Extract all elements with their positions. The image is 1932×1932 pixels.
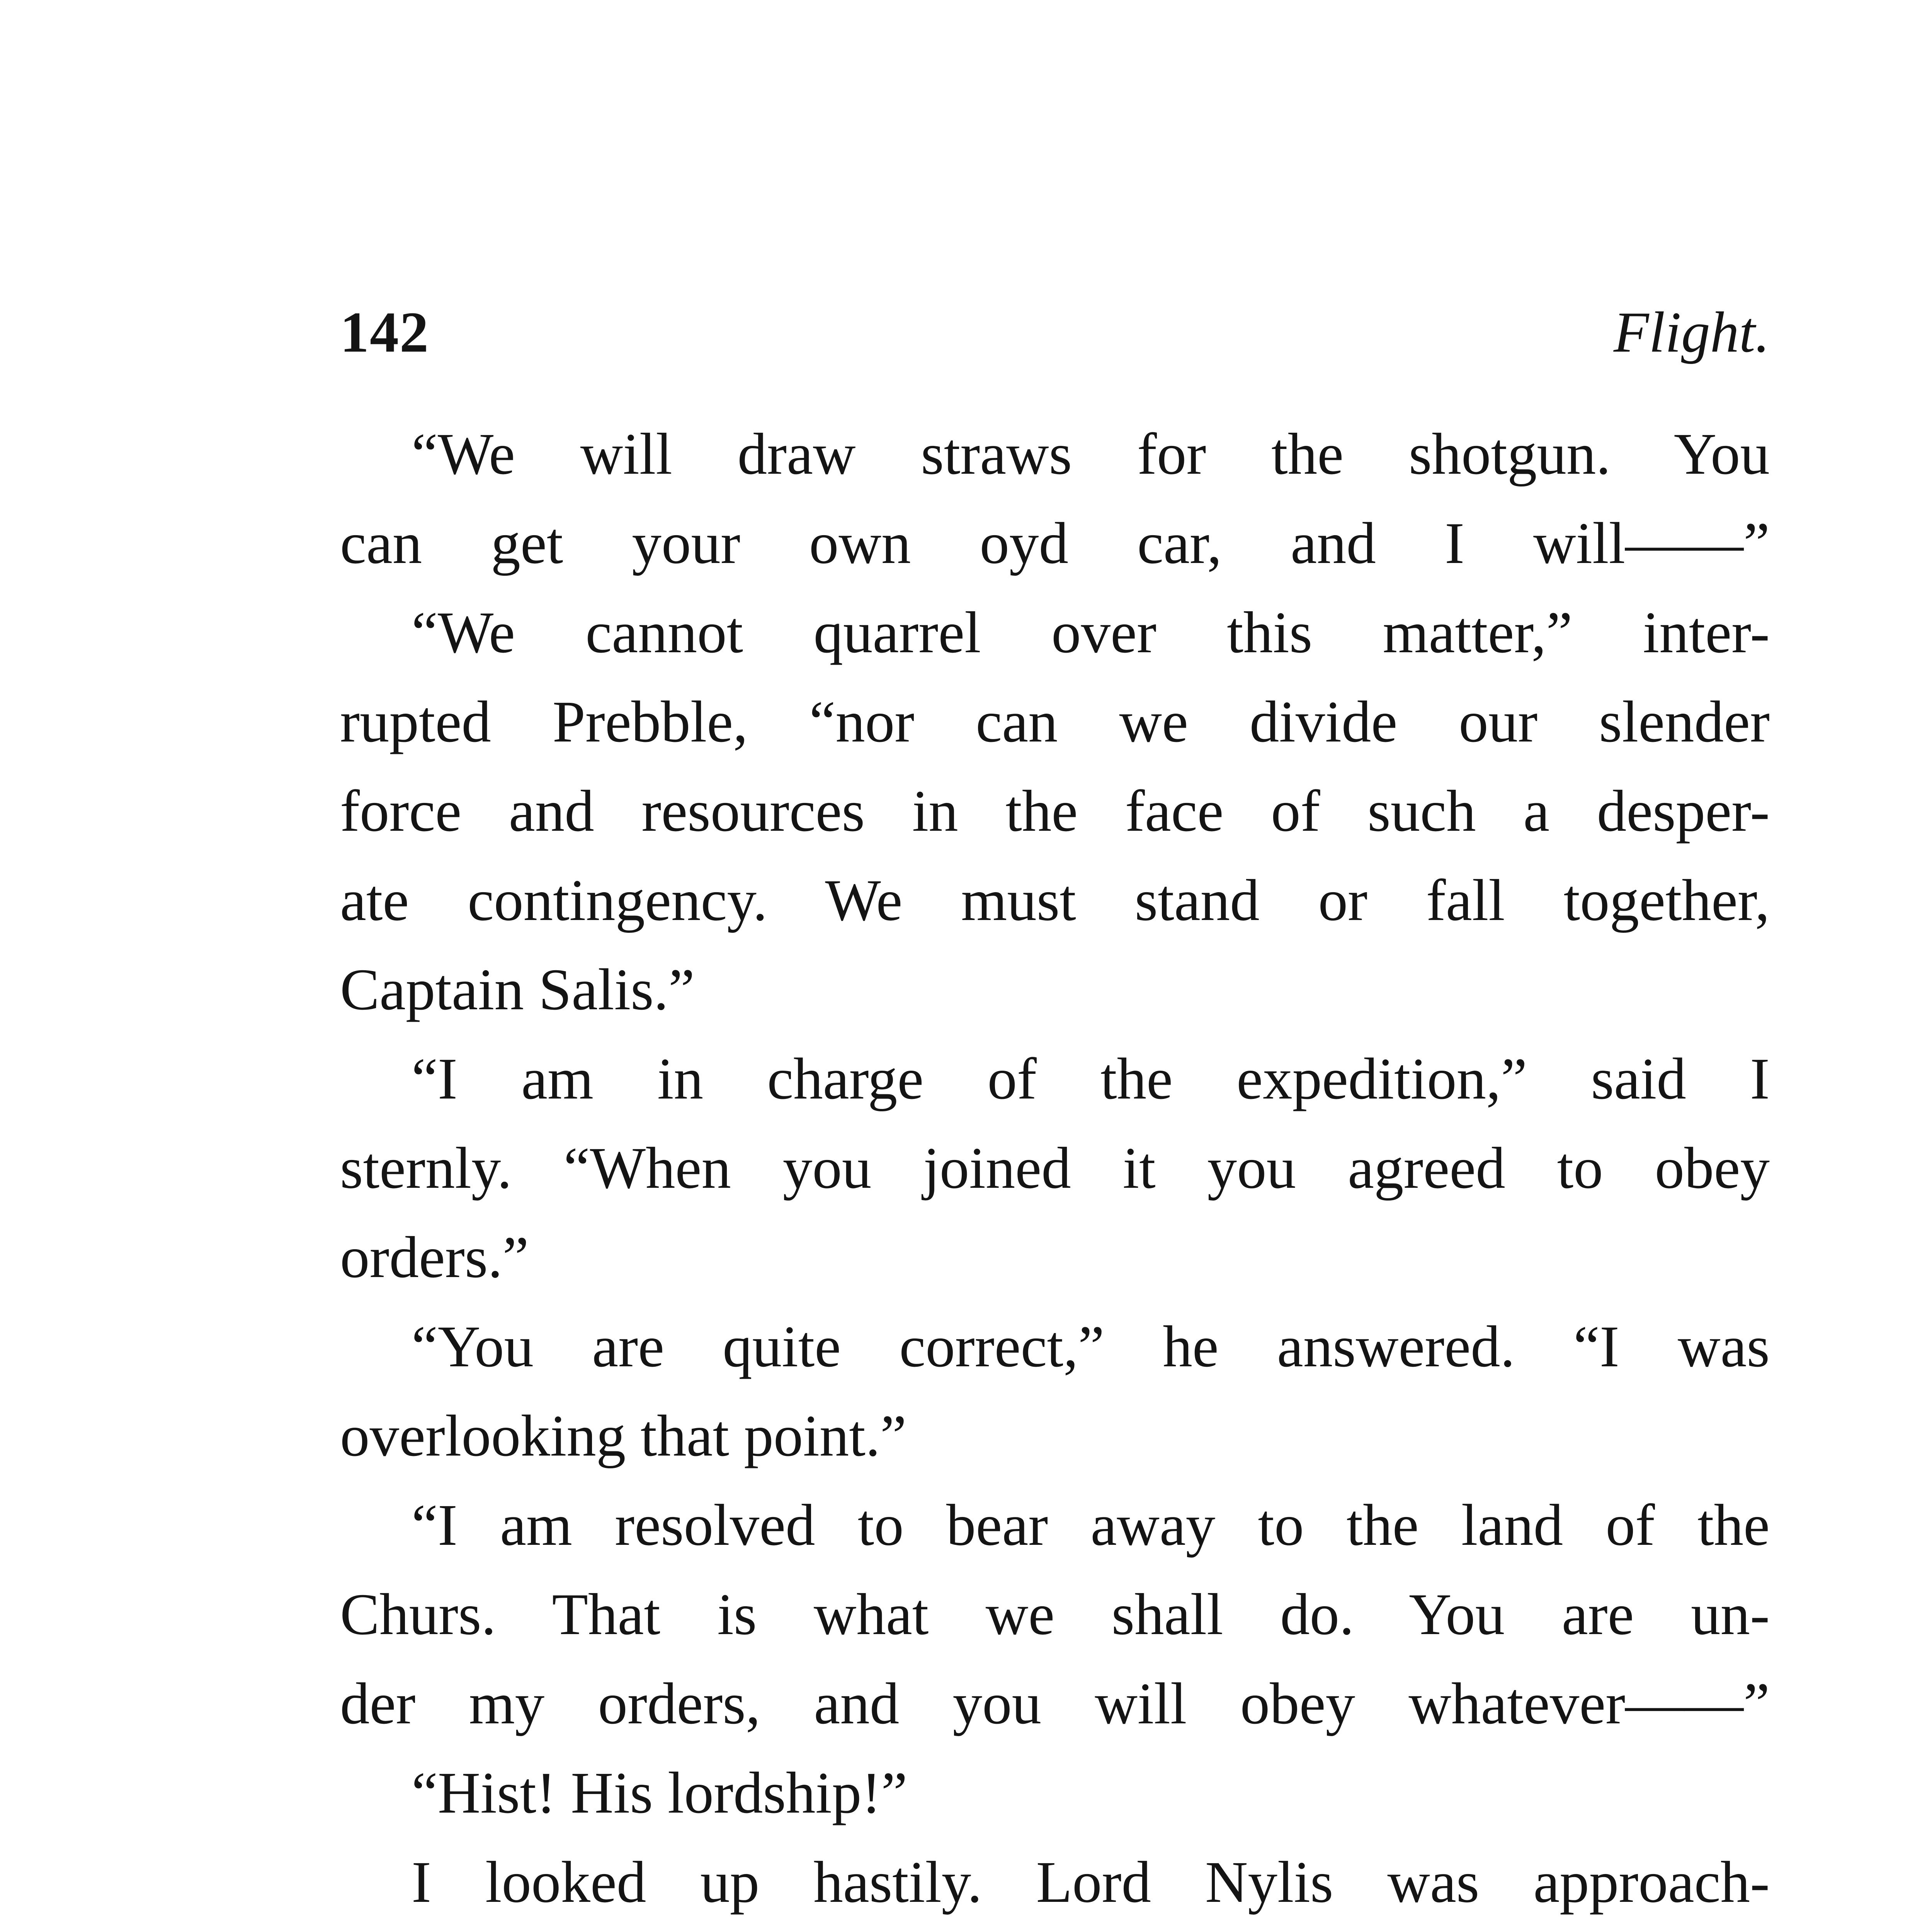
page-number: 142	[340, 300, 429, 364]
text-line: der my orders, and you will obey whatever——”	[340, 1671, 1770, 1736]
text-line	[340, 1927, 1770, 1932]
text-line: sternly. “When you joined it you agreed to obey	[340, 1136, 1770, 1201]
text-line: Churs. That is what we shall do. You are un-	[340, 1582, 1770, 1647]
text-line: “I am resolved to bear away to the land of the	[412, 1493, 1770, 1558]
text-line: ate contingency. We must stand or fall together,	[340, 868, 1770, 933]
text-line: I looked up hastily. Lord Nylis was approach-	[412, 1850, 1770, 1915]
text-line: “We cannot quarrel over this matter,” inter-	[412, 600, 1770, 665]
running-head: Flight.	[1613, 300, 1770, 364]
body-text	[340, 410, 1770, 1932]
text-line: “We will draw straws for the shotgun. You	[412, 422, 1770, 487]
text-line: Captain Salis.”	[340, 957, 695, 1022]
text-line: “I am in charge of the expedition,” said I	[412, 1046, 1770, 1112]
text-line: “You are quite correct,” he answered. “I was	[412, 1314, 1770, 1379]
text-line: overlooking that point.”	[340, 1403, 906, 1469]
text-line: rupted Prebble, “nor can we divide our slender	[340, 689, 1770, 755]
page-header	[340, 294, 1770, 371]
text-line: can get your own oyd car, and I will——”	[340, 511, 1770, 576]
text-line: force and resources in the face of such a desper-	[340, 779, 1770, 844]
text-line: orders.”	[340, 1225, 529, 1290]
text-line: “Hist! His lordship!”	[412, 1760, 908, 1826]
